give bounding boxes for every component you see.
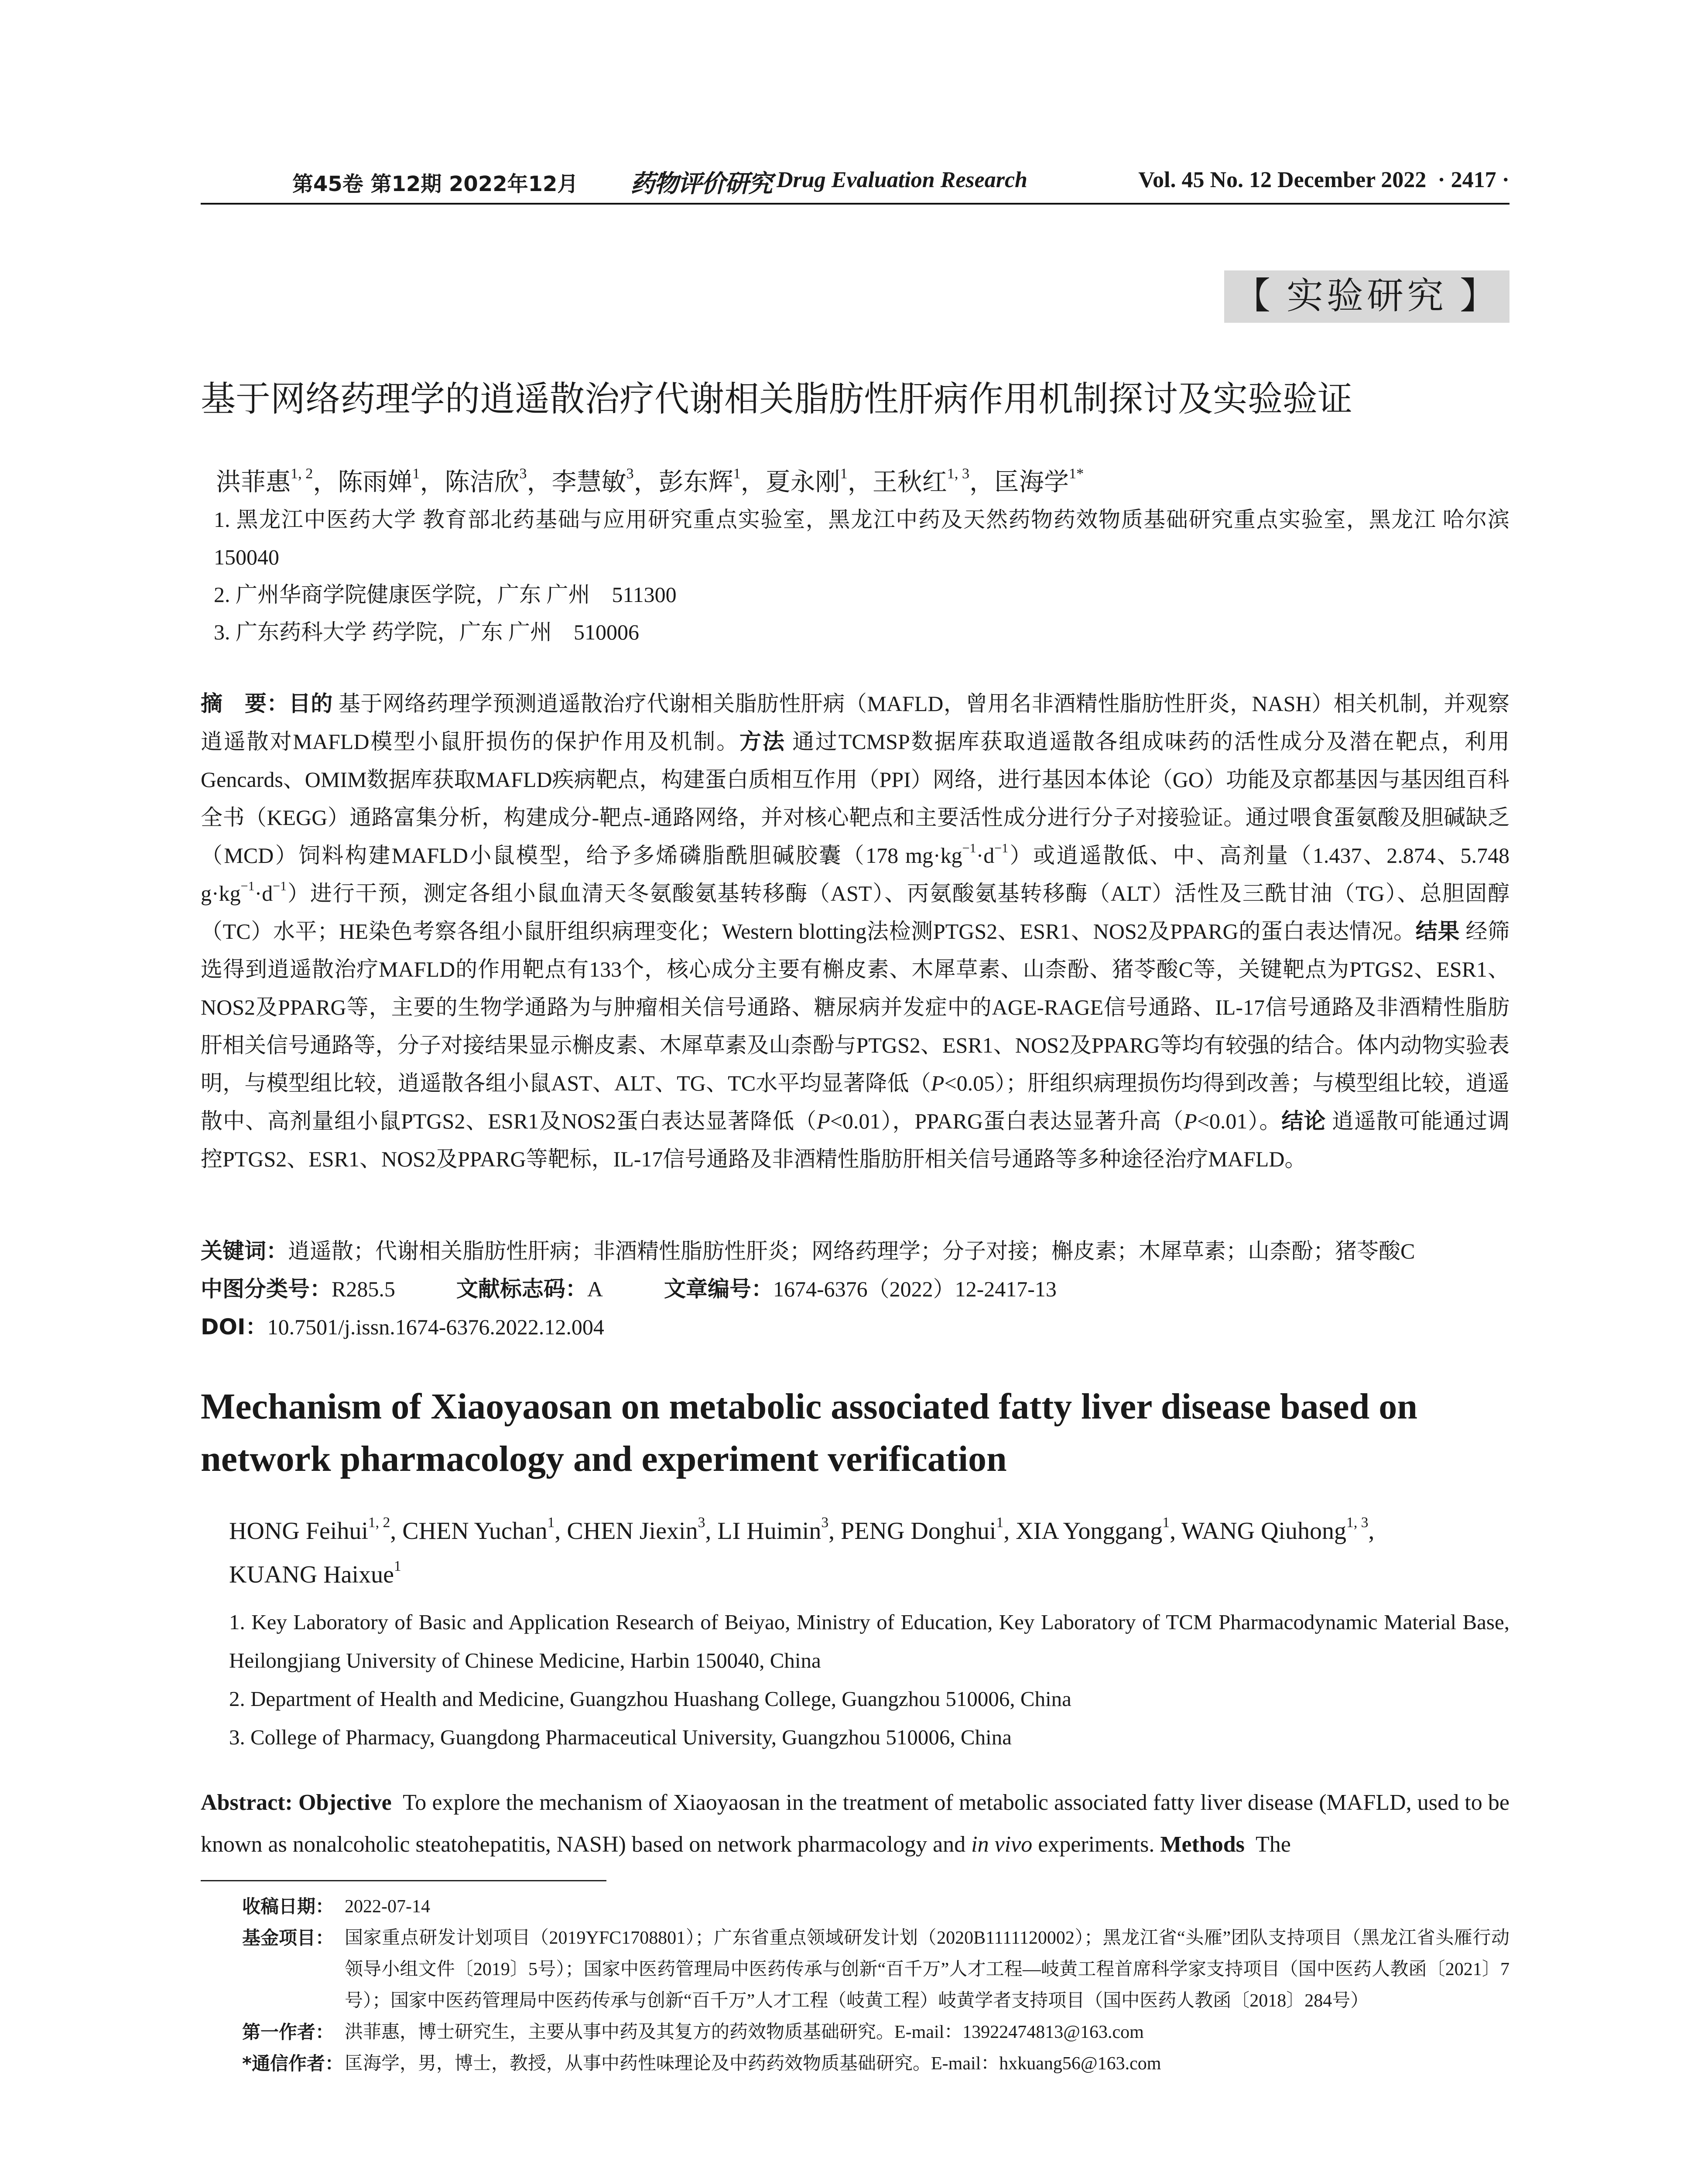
- header-journal-en: Drug Evaluation Research: [777, 168, 1027, 192]
- conclusion-label-cn: 结论: [1281, 1108, 1326, 1134]
- doi-link[interactable]: 10.7501/j.issn.1674-6376.2022.12.004: [267, 1315, 604, 1339]
- author-cn: 陈洁欣$^3$，: [445, 465, 552, 496]
- footnote-received: 收稿日期： 2022-07-14: [242, 1896, 430, 1917]
- author-cn: 陈雨婵$^1$，: [338, 465, 445, 496]
- abstract-cn-text: 摘 要：目的 基于网络药理学预测逍遥散治疗代谢相关脂肪性肝病（MAFLD，曾用名非酒精性脂肪性肝炎，NASH）相关机制，并观察逍遥散对MAFLD模型小鼠肝损伤的保护作用及机制。方法 通过TCMSP数据库获取逍遥散各组成味药的活性成分及潜在靶点，利用Gencards、OMIM数据库获取MAFLD疾病靶点，构建蛋白质相互作用（PPI）网络，进行基因本体论（GO）功能及京都基因与基因组百科全书（KEGG）通路富集分析，构建成分-靶点-通路网络，并对核心靶点和主要活性成分进行分子对接验证。通过喂食蛋氨酸及胆碱缺乏（MCD）饲料构建MAFLD小鼠模型，给予多烯磷脂酰胆碱胶囊（178 $mg\cdot kg^{-1}\cdot d^{-1}$）或逍遥散低、中、高剂量（1.437、2.874、5.748 $g\cdot kg^{-1}\cdot d^{-1}$）进行干预，测定各组小鼠血清天冬氨酸氨基转移酶（AST）、丙氨酸氨基转移酶（ALT）活性及三酰甘油（TG）、总胆固醇（TC）水平；HE染色考察各组小鼠肝组织病理变化；Western blotting法检测PTGS2、ESR1、NOS2及PPARG的蛋白表达情况。结果 经筛选得到逍遥散治疗MAFLD的作用靶点有133个，核心成分主要有槲皮素、木犀草素、山柰酚、猪苓酸C等，关键靶点为PTGS2、ESR1、NOS2及PPARG等，主要的生物学通路为与肿瘤相关信号通路、糖尿病并发症中的AGE-RAGE信号通路、IL-17信号通路及非酒精性脂肪肝相关信号通路等，分子对接结果显示槲皮素、木犀草素及山柰酚与PTGS2、ESR1、NOS2及PPARG等均有较强的结合。体内动物实验表明，与模型组比较，逍遥散各组小鼠AST、ALT、TG、TC水平均显著降低（P<0.05）；肝组织病理损伤均得到改善；与模型组比较，逍遥散中、高剂量组小鼠PTGS2、ESR1及NOS2蛋白表达显著降低（P<0.01），PPARG蛋白表达显著升高（P<0.01）。结论 逍遥散可能通过调控PTGS2、ESR1、NOS2及PPARG等靶标，IL-17信号通路及非酒精性脂肪肝相关信号通路等多种途径治疗MAFLD。: [201, 691, 1510, 1171]
- author-cn: 李慧敏$^3$，: [551, 465, 659, 496]
- article-meta: [201, 1232, 1509, 1346]
- abstract-cn: [201, 685, 1509, 1178]
- author-cn: 王秋红$^{1, 3}$，: [872, 465, 995, 496]
- authors-cn: [216, 465, 1525, 500]
- header-rule: [201, 203, 1509, 205]
- journal-logo-cn: 药物评价研究: [630, 171, 772, 198]
- author-cn: 洪菲惠$^{1, 2}$，: [216, 465, 338, 496]
- classification-row: 中图分类号：R285.5 文献标志码：A 文章编号：1674-6376（2022）12-2417-13: [201, 1276, 1057, 1302]
- author-en: WANG Qiuhong$^{1, 3}$,: [1181, 1514, 1375, 1545]
- methods-label-en: Methods: [1160, 1832, 1245, 1857]
- abstract-en-text: Abstract: Objective To explore the mechanism of Xiaoyaosan in the treatment of metabolic associated fatty liver disease (MAFLD, used to be known as nonalcoholic steatohepatitis, NASH) based on network pharmacology and in vivo experiments. Methods The: [201, 1790, 1509, 1857]
- footnotes: [242, 1891, 1509, 2079]
- running-header: [201, 167, 1509, 198]
- affiliation-en: 2. Department of Health and Medicine, Guangzhou Huashang College, Guangzhou 510006, China: [229, 1687, 1071, 1711]
- objective-label-en: Objective: [298, 1790, 392, 1815]
- author-cn: 夏永刚$^1$，: [765, 465, 873, 496]
- author-en: PENG Donghui$^1$,: [841, 1514, 1016, 1545]
- results-label-cn: 结果: [1415, 919, 1460, 944]
- affiliation-cn: 1. 黑龙江中医药大学 教育部北药基础与应用研究重点实验室，黑龙江中药及天然药物药效物质基础研究重点实验室，黑龙江 哈尔滨 150040: [214, 507, 1531, 569]
- affiliation-cn: 3. 广东药科大学 药学院，广东 广州 510006: [214, 620, 639, 644]
- methods-label-cn: 方法: [739, 729, 786, 754]
- abstract-cn-label: 摘 要：: [201, 691, 289, 716]
- objective-label-cn: 目的: [288, 691, 333, 716]
- keywords-cn: 关键词：逍遥散；代谢相关脂肪性肝病；非酒精性脂肪性肝炎；网络药理学；分子对接；槲皮素；木犀草素；山柰酚；猪苓酸C: [201, 1238, 1415, 1264]
- header-volume-cn: 第45卷 第12期 2022年12月: [292, 172, 578, 196]
- author-cn: 彭东辉$^1$，: [658, 465, 766, 496]
- footnote-funding: 基金项目： 国家重点研发计划项目（2019YFC1708801）；广东省重点领域研发计划（2020B1111120002）；黑龙江省“头雁”团队支持项目（黑龙江省头雁行动领导小组文件〔2019〕5号）；国家中医药管理局中医药传承与创新“百千万”人才工程—岐黄工程首席科学家支持项目（国中医药人教函〔2021〕7号）；国家中医药管理局中医药传承与创新“百千万”人才工程（岐黄工程）岐黄学者支持项目（国中医药人教函〔2018〕284号）: [242, 1927, 1509, 2011]
- author-cn: 匡海学$^{1*}$: [994, 465, 1084, 496]
- affiliation-en: 1. Key Laboratory of Basic and Application Research of Beiyao, Ministry of Education, Key Laboratory of TCM Pharmacodynamic Material Base, Heilongjiang University of Chinese Medicine, Harbin 150040, China: [229, 1610, 1509, 1672]
- section-tag: 【 实验研究 】: [1224, 270, 1509, 323]
- author-en: XIA Yonggang$^1$,: [1016, 1514, 1182, 1545]
- affiliation-en: 3. College of Pharmacy, Guangdong Pharmaceutical University, Guangzhou 510006, China: [229, 1725, 1012, 1749]
- affiliations-cn: [214, 501, 1531, 651]
- doi-row: DOI：10.7501/j.issn.1674-6376.2022.12.004: [201, 1314, 604, 1340]
- author-en: CHEN Jiexin$^3$,: [567, 1514, 718, 1545]
- footnote-corresponding-author: *通信作者： 匡海学，男，博士，教授，从事中药性味理论及中药药效物质基础研究。E-mail：hxkuang56@163.com: [242, 2053, 1161, 2074]
- author-en: HONG Feihui$^{1, 2}$,: [229, 1514, 403, 1545]
- authors-en: [229, 1509, 1509, 1596]
- title-en: Mechanism of Xiaoyaosan on metabolic associated fatty liver disease based on network pharmacology and experiment verification: [201, 1386, 1418, 1479]
- abstract-en-label: Abstract:: [201, 1790, 293, 1815]
- header-volume-en: Vol. 45 No. 12 December 2022: [1138, 168, 1427, 192]
- header-page-number: · 2417 ·: [1438, 168, 1509, 192]
- author-en: CHEN Yuchan$^1$,: [402, 1514, 567, 1545]
- author-en: KUANG Haixue$^1$: [229, 1558, 401, 1588]
- abstract-en: [201, 1782, 1509, 1866]
- title-cn: 基于网络药理学的逍遥散治疗代谢相关脂肪性肝病作用机制探讨及实验验证: [201, 379, 1352, 419]
- footnote-first-author: 第一作者： 洪菲惠，博士研究生，主要从事中药及其复方的药效物质基础研究。E-mail：13922474813@163.com: [242, 2021, 1144, 2043]
- affiliation-cn: 2. 广州华商学院健康医学院，广东 广州 511300: [214, 582, 677, 607]
- affiliations-en: [229, 1603, 1509, 1757]
- author-en: LI Huimin$^3$,: [717, 1514, 841, 1545]
- footnote-rule: [201, 1880, 606, 1881]
- header-volume-page: [1138, 167, 1509, 193]
